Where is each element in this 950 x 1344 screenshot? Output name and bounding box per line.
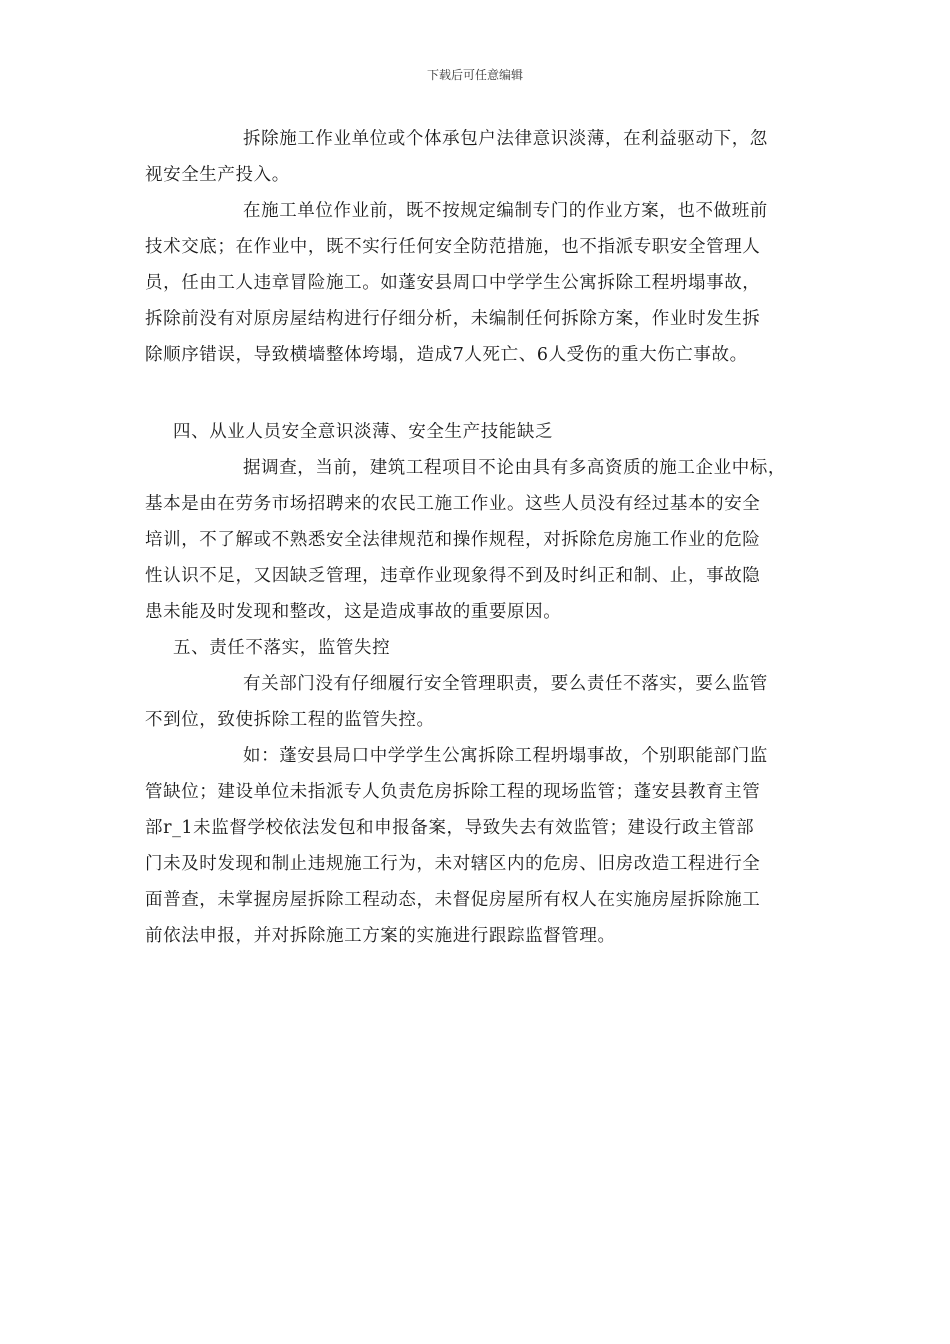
paragraph-line: 不到位，致使拆除工程的监管失控。	[145, 710, 435, 730]
paragraph-line: 门未及时发现和制止违规施工行为，未对辖区内的危房、旧房改造工程进行全	[145, 854, 761, 874]
paragraph-line: 如：蓬安县局口中学学生公寓拆除工程坍塌事故，个别职能部门监	[243, 746, 768, 766]
paragraph-line: 培训，不了解或不熟悉安全法律规范和操作规程，对拆除危房施工作业的危险	[145, 530, 761, 550]
paragraph-line: 拆除前没有对原房屋结构进行仔细分析，未编制任何拆除方案，作业时发生拆	[145, 309, 761, 329]
section-heading: 四、从业人员安全意识淡薄、安全生产技能缺乏	[173, 422, 554, 442]
paragraph-line: 技术交底；在作业中，既不实行任何安全防范措施，也不指派专职安全管理人	[145, 237, 761, 257]
paragraph-line: 管缺位；建设单位未指派专人负责危房拆除工程的现场监管；蓬安县教育主管	[145, 782, 761, 802]
paragraph-line: 部r_1未监督学校依法发包和申报备案，导致失去有效监管；建设行政主管部	[145, 818, 755, 838]
paragraph-line: 面普查，未掌握房屋拆除工程动态，未督促房屋所有权人在实施房屋拆除施工	[145, 890, 761, 910]
paragraph-line: 在施工单位作业前，既不按规定编制专门的作业方案，也不做班前	[243, 201, 768, 221]
header-note: 下载后可任意编辑	[426, 68, 523, 82]
paragraph-line: 据调查，当前，建筑工程项目不论由具有多高资质的施工企业中标，	[243, 458, 786, 478]
paragraph-line: 患未能及时发现和整改，这是造成事故的重要原因。	[145, 602, 562, 622]
section-heading: 五、责任不落实，监管失控	[173, 638, 391, 658]
paragraph-line: 员，任由工人违章冒险施工。如蓬安县周口中学学生公寓拆除工程坍塌事故，	[145, 273, 761, 293]
paragraph-line: 有关部门没有仔细履行安全管理职责，要么责任不落实，要么监管	[243, 674, 768, 694]
paragraph-line: 拆除施工作业单位或个体承包户法律意识淡薄，在利益驱动下，忽	[243, 129, 768, 149]
paragraph-line: 视安全生产投入。	[145, 165, 290, 185]
paragraph-line: 性认识不足，又因缺乏管理，违章作业现象得不到及时纠正和制、止，事故隐	[145, 566, 761, 586]
paragraph-line: 除顺序错误，导致横墙整体垮塌，造成7人死亡、6人受伤的重大伤亡事故。	[145, 345, 748, 365]
paragraph-line: 前依法申报，并对拆除施工方案的实施进行跟踪监督管理。	[145, 926, 616, 946]
paragraph-line: 基本是由在劳务市场招聘来的农民工施工作业。这些人员没有经过基本的安全	[145, 494, 761, 514]
